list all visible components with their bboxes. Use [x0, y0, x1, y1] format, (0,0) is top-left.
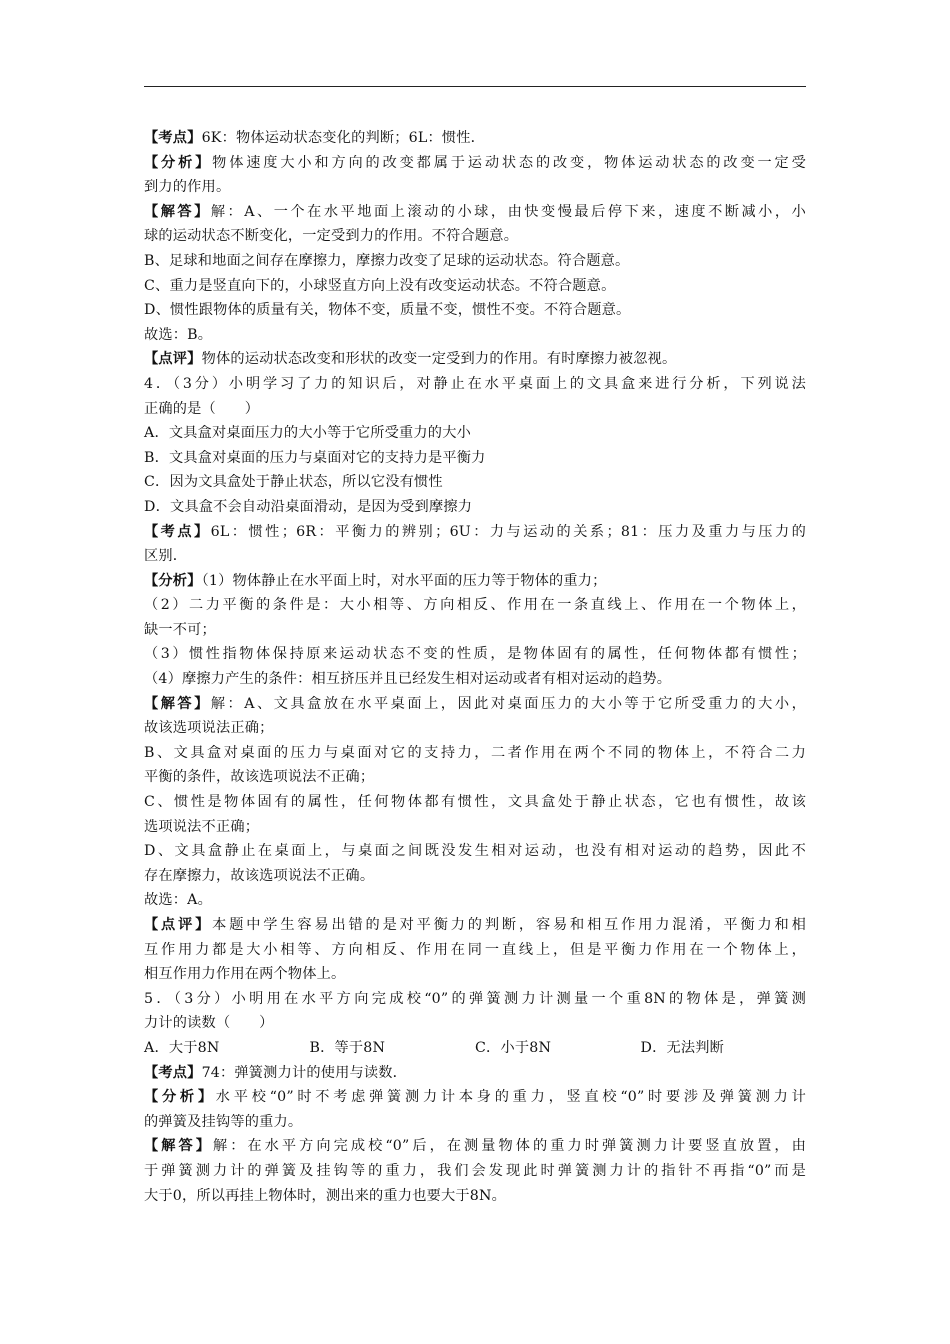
document-body — [144, 126, 806, 1208]
q4-dianping-line-1: 【点评】本题中学生容易出错的是对平衡力的判断，容易和相互作用力混淆，平衡力和相 — [144, 917, 806, 933]
q4-dianping-line-3: 相互作用力作用在两个物体上。 — [144, 966, 346, 983]
q3-answer: 故选：B。 — [144, 326, 213, 343]
q5-option-c: C．小于8N — [475, 1039, 552, 1056]
q5-fenxi-line-1: 【分析】水平校“0”时不考虑弹簧测力计本身的重力，竖直校“0”时要涉及弹簧测力计 — [144, 1089, 806, 1106]
q4-kaodian-line-2: 区别． — [144, 548, 188, 565]
q5-stem-line-2: 力计的读数（ ） — [144, 1015, 274, 1032]
q4-jieda-line-2: 故该选项说法正确； — [144, 720, 274, 737]
q5-option-b: B．等于8N — [309, 1039, 386, 1056]
q3-fenxi-line-1: 【分析】物体速度大小和方向的改变都属于运动状态的改变，物体运动状态的改变一定受 — [144, 154, 806, 171]
tag-fenxi: 【分析】 — [144, 154, 213, 171]
q3-jieda-line-2: 球的运动状态不断变化，一定受到力的作用。不符合题意。 — [144, 228, 519, 245]
q3-jieda-line-4: C、重力是竖直向下的，小球竖直方向上没有改变运动状态。不符合题意。 — [144, 277, 616, 294]
q3-jieda-line-5: D、惯性跟物体的质量有关，物体不变，质量不变，惯性不变。不符合题意。 — [144, 302, 631, 319]
q4-answer: 故选：A。 — [144, 892, 212, 909]
q4-stem-line-1: 4．（3分）小明学习了力的知识后，对静止在水平桌面上的文具盒来进行分析，下列说法 — [144, 375, 806, 392]
q3-jieda-line-1: 【解答】解：A、一个在水平地面上滚动的小球，由快变慢最后停下来，速度不断减小，小 — [144, 203, 806, 220]
tag-fenxi: 【分析】 — [144, 1089, 216, 1106]
tag-kaodian: 【考点】 — [144, 130, 202, 146]
q4-option-b: B．文具盒对桌面的压力与桌面对它的支持力是平衡力 — [144, 449, 486, 466]
tag-kaodian: 【考点】 — [144, 523, 211, 540]
q3-kaodian: 【考点】6K：物体运动状态变化的判断；6L：惯性． — [144, 130, 486, 146]
q4-stem-line-2: 正确的是（ ） — [144, 400, 260, 417]
tag-dianping: 【点评】 — [144, 351, 202, 368]
q5-jieda-line-3: 大于0，所以再挂上物体时，测出来的重力也要大于8N。 — [144, 1187, 506, 1204]
q4-option-c: C．因为文具盒处于静止状态，所以它没有惯性 — [144, 474, 443, 491]
q4-option-a: A．文具盒对桌面压力的大小等于它所受重力的大小 — [144, 425, 471, 442]
q4-jieda-line-4: 平衡的条件，故该选项说法不正确； — [144, 769, 375, 786]
q4-fenxi-line-3: 缺一不可； — [144, 621, 216, 638]
q5-fenxi-line-2: 的弹簧及挂钩等的重力。 — [144, 1113, 303, 1130]
q4-jieda-line-3: B、文具盒对桌面的压力与桌面对它的支持力，二者作用在两个不同的物体上，不符合二力 — [144, 744, 806, 761]
q3-jieda-line-3: B、足球和地面之间存在摩擦力，摩擦力改变了足球的运动状态。符合题意。 — [144, 252, 630, 269]
q4-dianping-line-2: 互作用力都是大小相等、方向相反、作用在同一直线上，但是平衡力作用在一个物体上， — [144, 941, 806, 958]
q5-options-row — [144, 1036, 806, 1061]
q3-dianping: 【点评】物体的运动状态改变和形状的改变一定受到力的作用。有时摩擦力被忽视。 — [144, 351, 677, 368]
tag-fenxi: 【分析】 — [144, 572, 202, 589]
tag-jieda: 【解答】 — [144, 1138, 213, 1155]
q4-jieda-line-8: 存在摩擦力，故该选项说法不正确。 — [144, 867, 375, 884]
q5-jieda-line-2: 于弹簧测力计的弹簧及挂钩等的重力，我们会发现此时弹簧测力计的指针不再指“0”而是 — [144, 1162, 806, 1179]
tag-dianping: 【点评】 — [144, 917, 213, 933]
header-rule — [144, 86, 806, 87]
q4-fenxi-line-2: （2）二力平衡的条件是：大小相等、方向相反、作用在一条直线上、作用在一个物体上， — [144, 597, 806, 614]
tag-jieda: 【解答】 — [144, 695, 211, 712]
q4-fenxi-line-5: （4）摩擦力产生的条件：相互挤压并且已经发生相对运动或者有相对运动的趋势。 — [144, 671, 672, 688]
q5-jieda-line-1: 【解答】解：在水平方向完成校“0”后，在测量物体的重力时弹簧测力计要竖直放置，由 — [144, 1138, 806, 1155]
q4-jieda-line-5: C、惯性是物体固有的属性，任何物体都有惯性，文具盒处于静止状态，它也有惯性，故该 — [144, 794, 806, 811]
q4-kaodian-line-1: 【考点】6L：惯性；6R：平衡力的辨别；6U：力与运动的关系；81：压力及重力与压力的 — [144, 523, 806, 540]
tag-jieda: 【解答】 — [144, 203, 211, 220]
q3-fenxi-line-2: 到力的作用。 — [144, 179, 231, 196]
q5-kaodian: 【考点】74：弹簧测力计的使用与读数． — [144, 1064, 408, 1081]
q5-option-a: A．大于8N — [144, 1039, 220, 1056]
q5-option-d: D．无法判断 — [640, 1039, 725, 1056]
q4-jieda-line-6: 选项说法不正确； — [144, 818, 260, 835]
q4-jieda-line-7: D、文具盒静止在桌面上，与桌面之间既没发生相对运动，也没有相对运动的趋势，因此不 — [144, 843, 806, 860]
q4-fenxi-line-4: （3）惯性指物体保持原来运动状态不变的性质，是物体固有的属性，任何物体都有惯性； — [144, 646, 806, 663]
q4-option-d: D．文具盒不会自动沿桌面滑动，是因为受到摩擦力 — [144, 498, 473, 515]
q4-jieda-line-1: 【解答】解：A、文具盒放在水平桌面上，因此对桌面压力的大小等于它所受重力的大小， — [144, 695, 806, 712]
q5-stem-line-1: 5．（3分）小明用在水平方向完成校“0”的弹簧测力计测量一个重8N的物体是，弹簧测 — [144, 990, 806, 1007]
q4-fenxi-line-1: 【分析】（1）物体静止在水平面上时，对水平面的压力等于物体的重力； — [144, 572, 607, 589]
tag-kaodian: 【考点】 — [144, 1064, 202, 1081]
